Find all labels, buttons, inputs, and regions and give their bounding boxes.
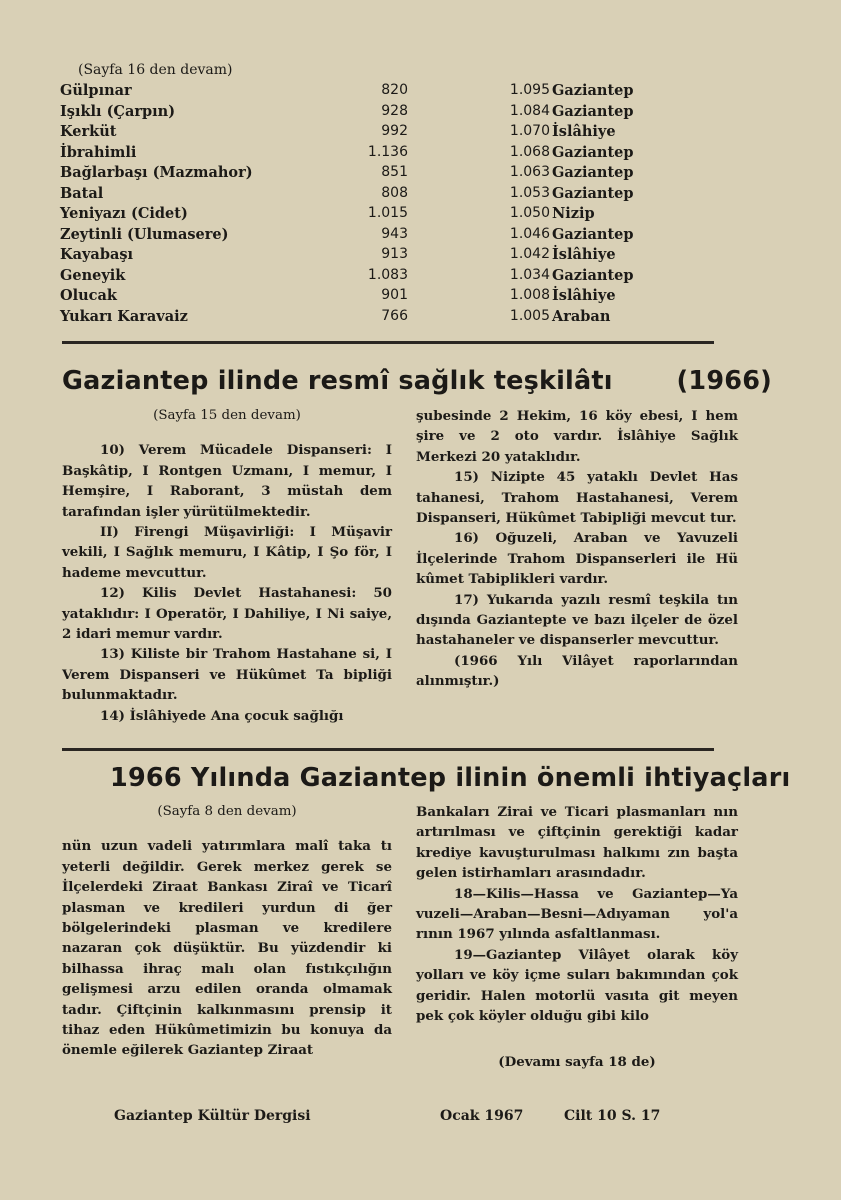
altitude-value-b: 1.050 xyxy=(509,205,550,221)
altitude-value-b: 1.034 xyxy=(509,266,550,283)
village-name: Geneyik xyxy=(60,266,126,284)
table-row xyxy=(60,185,760,206)
altitude-value-a: 808 xyxy=(381,184,408,201)
altitude-value-b: 1.063 xyxy=(509,164,550,180)
paragraph: şubesinde 2 Hekim, 16 köy ebesi, I hem şire ve 2 oto vardır. İslâhiye Sağlık Merkezi 20 yataklıdır. xyxy=(416,408,738,465)
table-row xyxy=(60,226,760,247)
section1-title: Gaziantep ilinde resmî sağlık teşkilâtı xyxy=(62,366,613,396)
village-name: Bağlarbaşı (Mazmahor) xyxy=(60,164,253,181)
paragraph: 19—Gaziantep Vilâyet olarak köy yolları ve köy içme suları bakımından çok geridir. Halen motorlü vasıta git meyen pek çok köyler olduğu gibi kilo xyxy=(416,946,738,1025)
paragraph: nün uzun vadeli yatırımlara malî taka tı yeterli değildir. Gerek merkez gerek se İlçelerdeki Ziraat Bankası Ziraî ve Ticarî plasman ve kredileri yurdun di ğer bölgelerindeki plasman ve kredilere nazaran çok düşüktür. Bu yüzdendir ki bilhassa ihraç malı olan fıstıkçılığın gelişmesi arzu edilen oranda olmamak tadır. Çiftçinin kalkınmasını prensip it tihaz eden Hükûmetimizin bu konuya da önemle eğilerek Gaziantep Ziraat xyxy=(62,838,392,1059)
table-row xyxy=(60,246,760,267)
altitude-value-a: 1.083 xyxy=(367,266,408,283)
divider-top xyxy=(62,341,714,344)
village-name: Işıklı (Çarpın) xyxy=(60,102,176,120)
paragraph: Bankaları Zirai ve Ticari plasmanları nın artırılması ve çiftçinin gerektiği kadar krediye kavuşturulması halkımı zın başta gelen istirhamları arasındadır. xyxy=(416,804,738,882)
paragraph: 13) Kiliste bir Trahom Hastahane si, I Verem Dispanseri ve Hükûmet Ta bipliği bulunmaktadır. xyxy=(62,646,392,704)
table-row xyxy=(60,308,760,329)
altitude-value-b: 1.042 xyxy=(509,246,550,262)
altitude-value-a: 851 xyxy=(381,164,408,180)
divider-middle xyxy=(62,748,714,751)
paragraph: 12) Kilis Devlet Hastahanesi: 50 yataklıdır: I Operatör, I Dahiliye, I Ni saiye, 2 idari memur vardır. xyxy=(62,585,392,643)
district-name: Gaziantep xyxy=(552,143,634,161)
district-name: Araban xyxy=(552,307,611,325)
table-row xyxy=(60,82,760,103)
paragraph: 18—Kilis—Hassa ve Gaziantep—Ya vuzeli—Araban—Besni—Adıyaman yol'a rının 1967 yılında asfaltlanması. xyxy=(416,885,738,943)
table-row xyxy=(60,287,760,308)
altitude-value-a: 992 xyxy=(381,123,408,139)
altitude-value-b: 1.053 xyxy=(509,184,550,201)
continued-from-note: (Sayfa 16 den devam) xyxy=(78,62,233,78)
altitude-value-a: 820 xyxy=(381,82,408,98)
section1-left-column xyxy=(62,406,392,726)
district-name: Gaziantep xyxy=(552,102,634,120)
section2-right-column xyxy=(416,802,738,1087)
footer-journal: Gaziantep Kültür Dergisi xyxy=(114,1108,311,1124)
village-name: Kayabaşı xyxy=(60,246,134,263)
district-name: İslâhiye xyxy=(552,123,616,140)
table-row xyxy=(60,103,760,124)
altitude-value-a: 1.015 xyxy=(367,205,408,221)
district-name: Gaziantep xyxy=(552,184,634,202)
village-name: Zeytinli (Ulumasere) xyxy=(60,225,229,243)
paragraph: 16) Oğuzeli, Araban ve Yavuzeli İlçelerinde Trahom Dispanserleri ile Hü kûmet Tabiplikleri vardır. xyxy=(416,530,738,588)
table-row xyxy=(60,205,760,226)
table-row xyxy=(60,144,760,165)
village-name: İbrahimli xyxy=(60,143,137,161)
section2-continued-note: (Sayfa 8 den devam) xyxy=(157,804,297,819)
altitude-value-b: 1.046 xyxy=(509,225,550,242)
district-name: Gaziantep xyxy=(552,82,634,99)
district-name: Nizip xyxy=(552,205,595,222)
district-name: Gaziantep xyxy=(552,266,634,284)
footer-date: Ocak 1967 xyxy=(440,1108,524,1124)
village-name: Gülpınar xyxy=(60,82,132,99)
paragraph: 15) Nizipte 45 yataklı Devlet Has tahanesi, Trahom Hastahanesi, Verem Dispanseri, Hükûmet Tabipliği mevcut tur. xyxy=(416,469,738,527)
paragraph: 10) Verem Mücadele Dispanseri: I Başkâtip, I Rontgen Uzmanı, I memur, I Hemşire, I Raborant, 3 müstah dem tarafından işler yürütülmektedir. xyxy=(62,442,392,520)
altitude-value-b: 1.068 xyxy=(509,143,550,160)
altitude-value-a: 928 xyxy=(381,102,408,119)
paragraph: 14) İslâhiyede Ana çocuk sağlığı xyxy=(100,707,344,724)
district-name: İslâhiye xyxy=(552,246,616,263)
altitude-value-b: 1.095 xyxy=(509,82,550,98)
village-name: Kerküt xyxy=(60,123,117,140)
section1-right-column xyxy=(416,406,738,692)
altitude-value-a: 913 xyxy=(381,246,408,262)
altitude-value-b: 1.008 xyxy=(509,287,550,303)
village-name: Yukarı Karavaiz xyxy=(60,307,188,325)
table-row xyxy=(60,123,760,144)
section1-heading xyxy=(62,366,772,396)
altitude-value-a: 901 xyxy=(381,287,408,303)
table-row xyxy=(60,164,760,185)
district-name: Gaziantep xyxy=(552,164,634,181)
section2-continued-next: (Devamı sayfa 18 de) xyxy=(498,1054,656,1071)
district-name: Gaziantep xyxy=(552,225,634,243)
village-altitude-table xyxy=(60,82,760,328)
village-name: Batal xyxy=(60,184,104,202)
altitude-value-a: 1.136 xyxy=(367,143,408,160)
section2-heading: 1966 Yılında Gaziantep ilinin önemli ihtiyaçları xyxy=(110,763,791,793)
footer-volume: Cilt 10 S. 17 xyxy=(564,1108,661,1124)
altitude-value-b: 1.070 xyxy=(509,123,550,139)
section1-continued-note: (Sayfa 15 den devam) xyxy=(153,408,301,423)
altitude-value-a: 943 xyxy=(381,225,408,242)
paragraph: 17) Yukarıda yazılı resmî teşkila tın dışında Gaziantepte ve bazı ilçeler de özel hastahaneler ve dispanserler mevcuttur. xyxy=(416,591,738,649)
village-name: Yeniyazı (Cidet) xyxy=(60,205,188,222)
paragraph: II) Firengi Müşavirliği: I Müşavir vekili, I Sağlık memuru, I Kâtip, I Şo för, I hademe mevcuttur. xyxy=(62,524,392,581)
paragraph: (1966 Yılı Vilâyet raporlarından alınmıştır.) xyxy=(416,652,738,690)
altitude-value-b: 1.005 xyxy=(509,307,550,324)
village-name: Olucak xyxy=(60,287,117,304)
section2-left-column xyxy=(62,802,392,1061)
altitude-value-a: 766 xyxy=(381,307,408,324)
section1-year: (1966) xyxy=(676,366,772,396)
district-name: İslâhiye xyxy=(552,287,616,304)
altitude-value-b: 1.084 xyxy=(509,102,550,119)
table-row xyxy=(60,267,760,288)
